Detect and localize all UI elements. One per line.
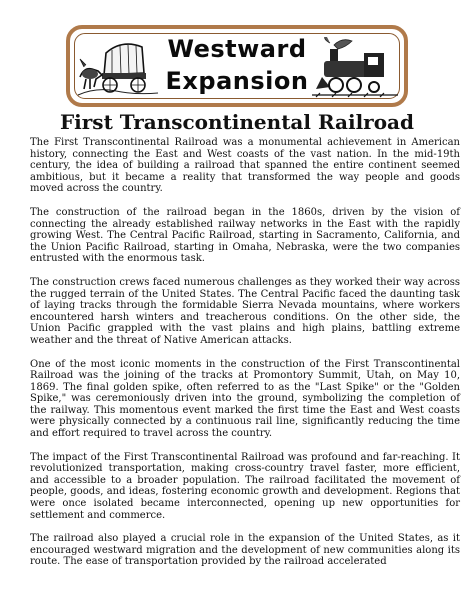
- title-banner: [66, 25, 408, 107]
- paragraph: The construction crews faced numerous challenges as they worked their way across the rugged terrain of the United States. The Central Pacific faced the daunting task of laying tracks through the formidable Sierra Nevada mountains, where workers encountered harsh winters and treacherous conditions. On the other side, the Union Pacific grappled with the vast plains and high plains, battling extreme weather and the threat of Native American attacks.: [30, 276, 460, 346]
- paragraph: The railroad also played a crucial role in the expansion of the United States, as it encouraged westward migration and the development of new communities along its route. The ease of transportation provided by the railroad accelerated: [30, 533, 460, 568]
- page-subtitle: First Transcontinental Railroad: [59, 110, 415, 134]
- banner-title: [154, 33, 320, 97]
- paragraph: The construction of the railroad began in the 1860s, driven by the vision of connecting the already established railway networks in the East with the rapidly growing West. The Central Pacific Railroad, starting in Sacramento, California, and the Union Pacific Railroad, starting in Omaha, Nebraska, were the two companies entrusted with the enormous task.: [30, 206, 460, 265]
- steam-locomotive-icon: [312, 37, 398, 101]
- paragraph: The First Transcontinental Railroad was a monumental achievement in American history, connecting the East and West coasts of the vast nation. In the mid-19th century, the idea of building a railroad that spanned the entire continent seemed ambitious, but it became a reality that transformed the way people and goods moved across the country.: [30, 137, 460, 195]
- banner-title-line-1: Westward: [167, 35, 307, 63]
- covered-wagon-icon: [76, 37, 160, 101]
- paragraph: One of the most iconic moments in the construction of the First Transcontinental Railroad was the joining of the tracks at Promontory Summit, Utah, on May 10, 1869. The final golden spike, often referred to as the "Last Spike" or the "Golden Spike," was ceremoniously driven into the ground, symbolizing the completion of the railway. This momentous event marked the first time the East and West coasts were physically connected by a continuous rail line, significantly reducing the time and effort required to travel across the country.: [30, 358, 460, 440]
- banner-title-line-2: Expansion: [165, 67, 309, 95]
- article-body: [30, 137, 460, 580]
- paragraph: The impact of the First Transcontinental Railroad was profound and far-reaching. It revolutionized transportation, making cross-country travel faster, more efficient, and accessible to a broader population. The railroad facilitated the movement of people, goods, and ideas, fostering economic growth and development. Regions that were once isolated became interconnected, opening up new opportunities for settlement and commerce.: [30, 451, 460, 521]
